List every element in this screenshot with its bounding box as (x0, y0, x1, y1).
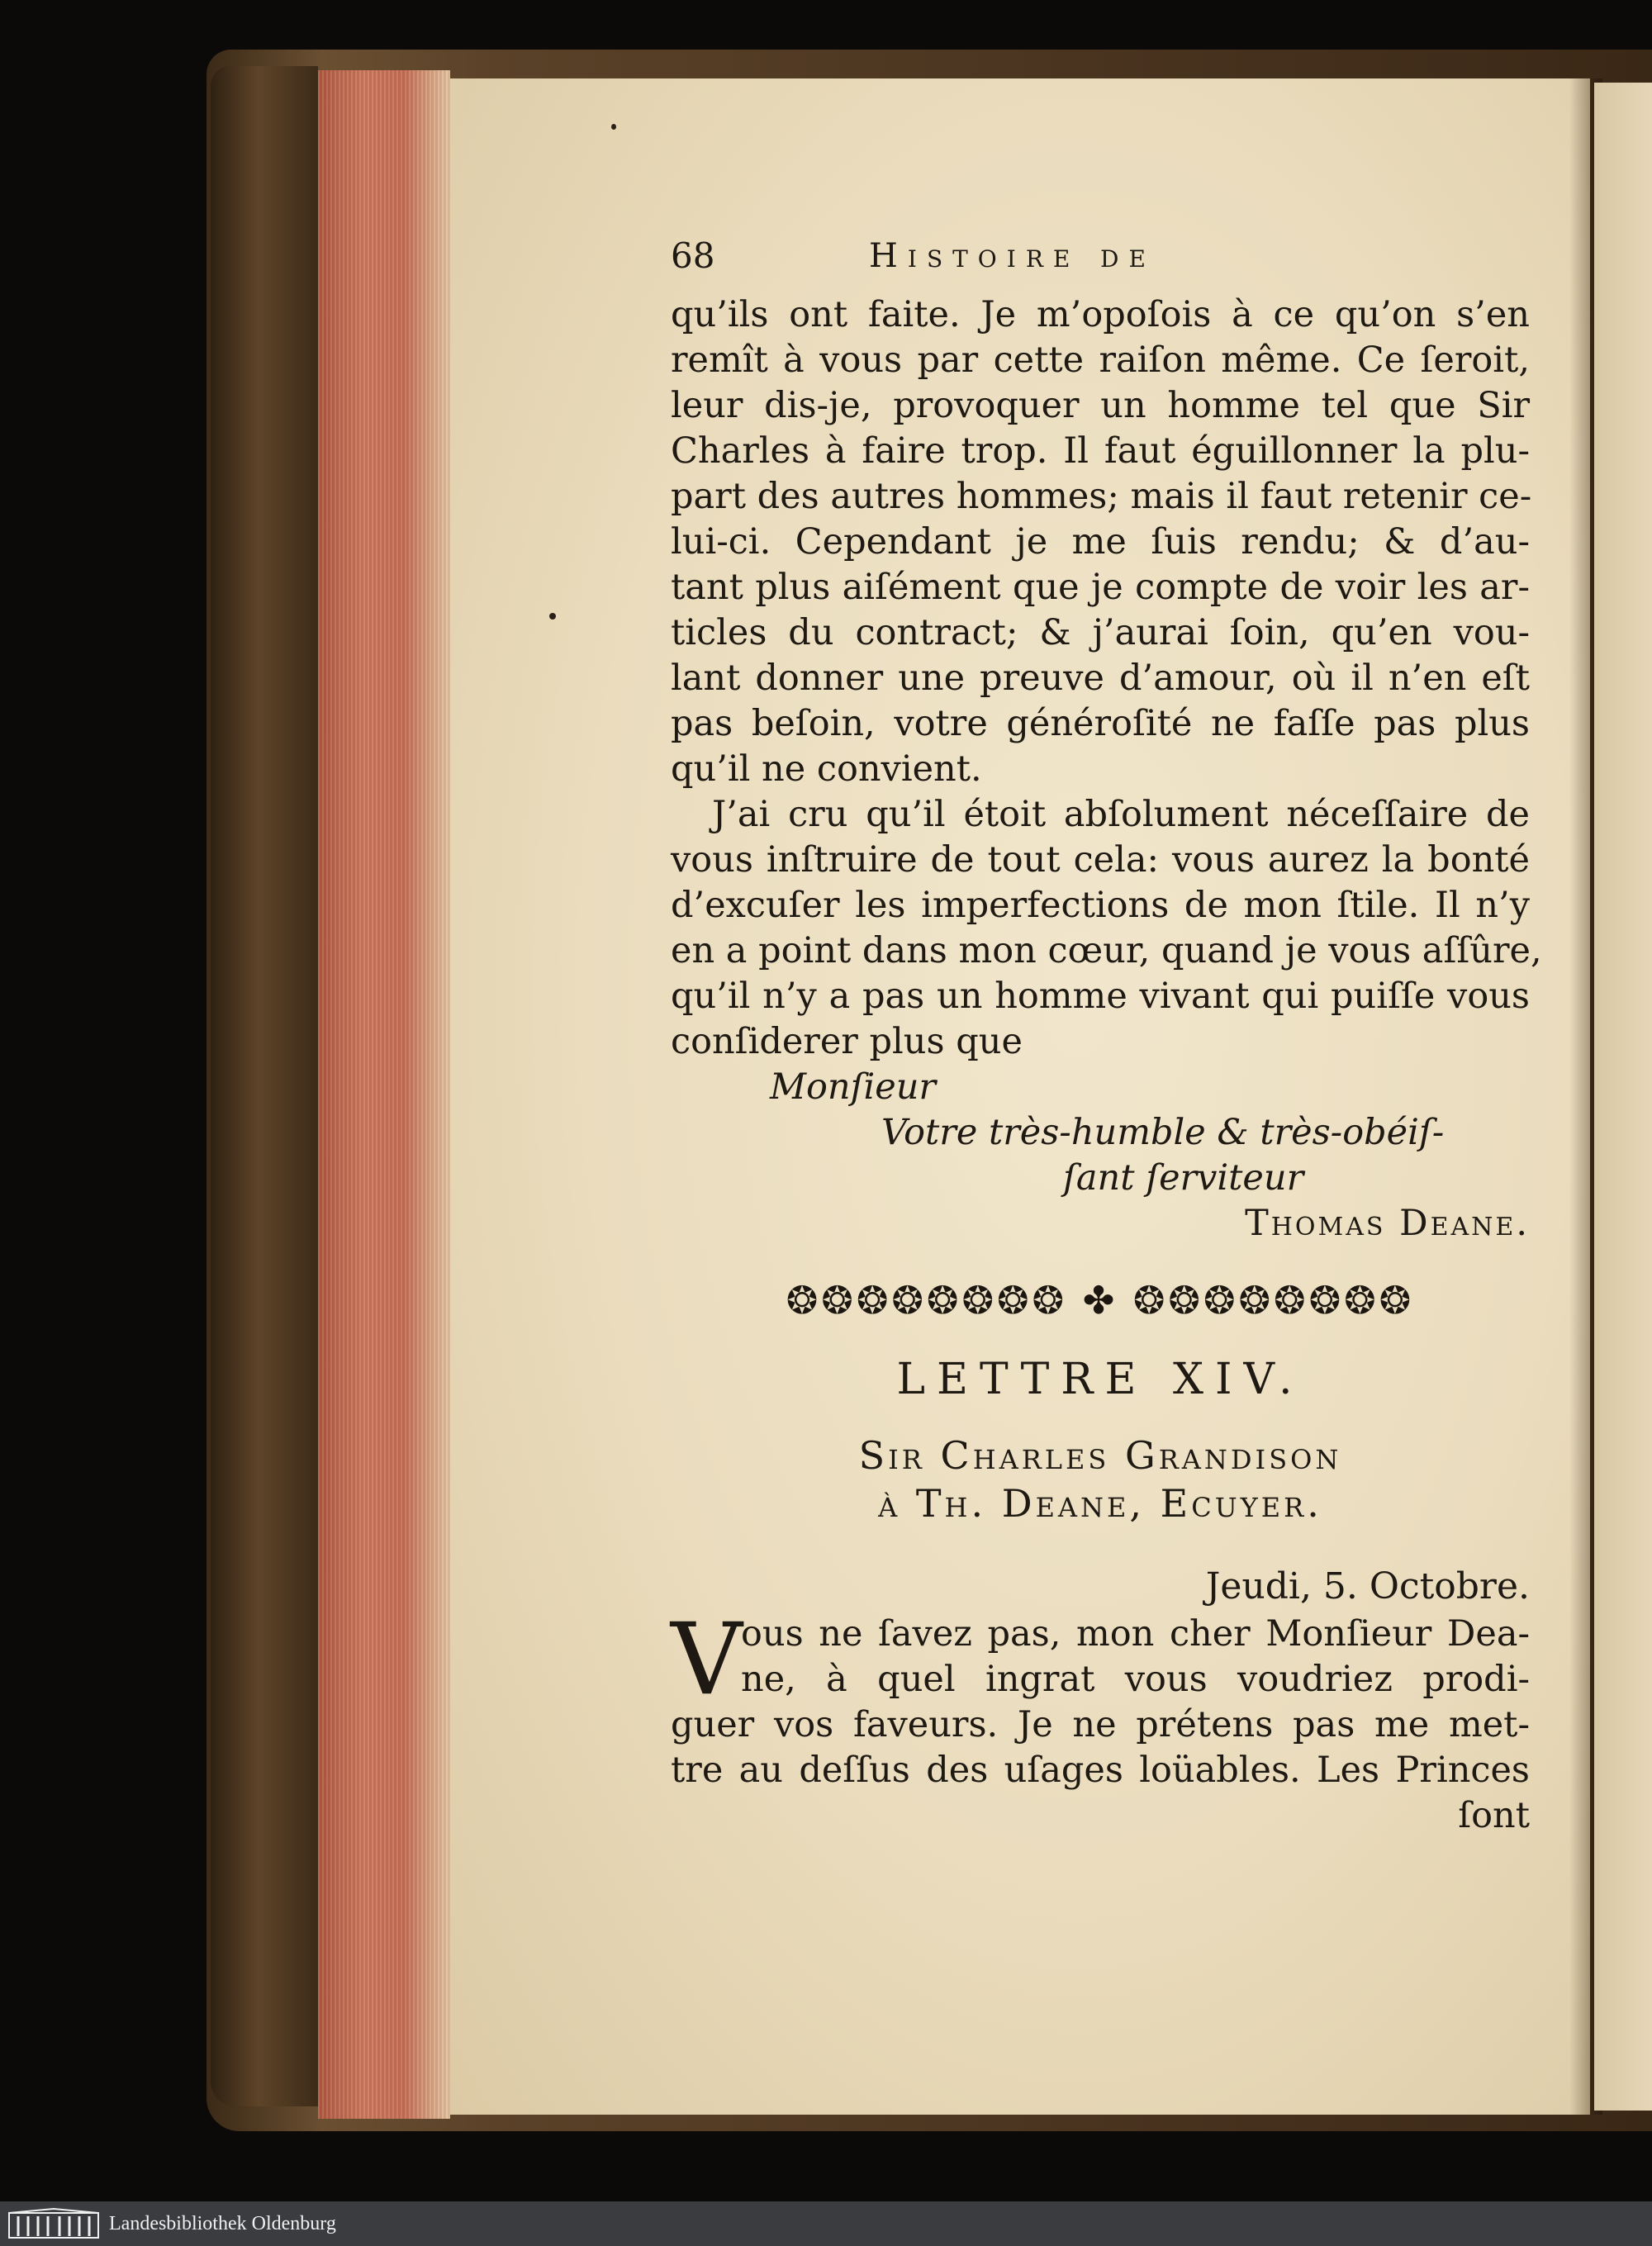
first-paragraph (671, 292, 1530, 792)
drop-cap: V (671, 1603, 743, 1717)
text-line: tant plus aiſément que je compte de voir les ar- (671, 567, 1530, 608)
ornament-band: ❂❂❂❂❂❂❂❂ ✤ ❂❂❂❂❂❂❂❂ (786, 1278, 1415, 1322)
page-number: 68 (671, 235, 715, 276)
signature-block (671, 1065, 1530, 1246)
page-header (671, 231, 1530, 281)
running-title: Histoire de (869, 237, 1156, 275)
closing-paragraph (671, 792, 1542, 1065)
ink-speck (549, 613, 556, 620)
salutation: Monſieur (770, 1066, 936, 1108)
dateline: Jeudi, 5. Octobre. (1205, 1565, 1530, 1607)
letter-heading: LETTRE XIV. (896, 1355, 1304, 1404)
book-spine (211, 66, 318, 2106)
signature-line: ſant ſerviteur (1063, 1157, 1304, 1199)
facing-page-edge (1594, 83, 1652, 2111)
text-line: qu’il ne convient. (671, 748, 982, 790)
text-line: pas beſoin, votre généroſité ne faſſe pas plus (671, 703, 1530, 744)
text-line: leur dis-je, provoquer un homme tel que Sir (671, 385, 1530, 426)
library-name: Landesbibliothek Oldenburg (109, 2213, 336, 2234)
text-line: J’ai cru qu’il étoit abſolument néceſſaire de (712, 794, 1530, 835)
text-line: remît à vous par cette raiſon même. Ce ſeroit, (671, 340, 1530, 381)
text-line: guer vos faveurs. Je ne prétens pas me met- (671, 1704, 1530, 1745)
text-line: part des autres hommes; mais il faut retenir ce- (671, 476, 1532, 517)
text-line: en a point dans mon cœur, quand je vous aſſûre, (671, 930, 1542, 971)
ink-speck (611, 124, 616, 130)
signature-line: Votre très-humble & très-obéiſ- (881, 1112, 1445, 1153)
letter-body (671, 1603, 1530, 1793)
text-line: d’excuſer les imperfections de mon ſtile. Il n’y (671, 885, 1530, 926)
text-line: lui-ci. Cependant je me ſuis rendu; & d’au- (671, 521, 1530, 563)
text-line: ous ne ſavez pas, mon cher Monſieur Dea- (741, 1613, 1530, 1655)
address-line: Sir Charles Grandison (858, 1433, 1342, 1478)
text-line: qu’ils ont faite. Je m’opoſois à ce qu’on s’en (671, 294, 1530, 335)
text-line: conſiderer plus que (671, 1021, 1023, 1062)
catchword: ſont (1458, 1795, 1530, 1836)
text-line: ne, à quel ingrat vous voudriez prodi- (741, 1659, 1530, 1700)
text-line: qu’il n’y a pas un homme vivant qui puiſſe vous (671, 976, 1530, 1017)
page-text (671, 231, 1542, 1839)
text-line: Charles à faire trop. Il faut éguillonner la plu- (671, 430, 1530, 472)
signatory-name: Thomas Deane. (1245, 1203, 1530, 1244)
text-line: vous inſtruire de tout cela: vous aurez la bonté (671, 839, 1530, 881)
red-page-edges (318, 70, 450, 2119)
text-line: ticles du contract; & j’aurai ſoin, qu’en vou- (671, 612, 1530, 653)
text-line: tre au deſſus des uſages loüables. Les Princes (671, 1750, 1530, 1791)
library-building-icon (8, 2208, 99, 2239)
address-line: à Th. Deane, Ecuyer. (878, 1481, 1322, 1526)
text-line: lant donner une preuve d’amour, où il n’en eſt (671, 658, 1530, 699)
footer-bar (0, 2201, 1652, 2246)
